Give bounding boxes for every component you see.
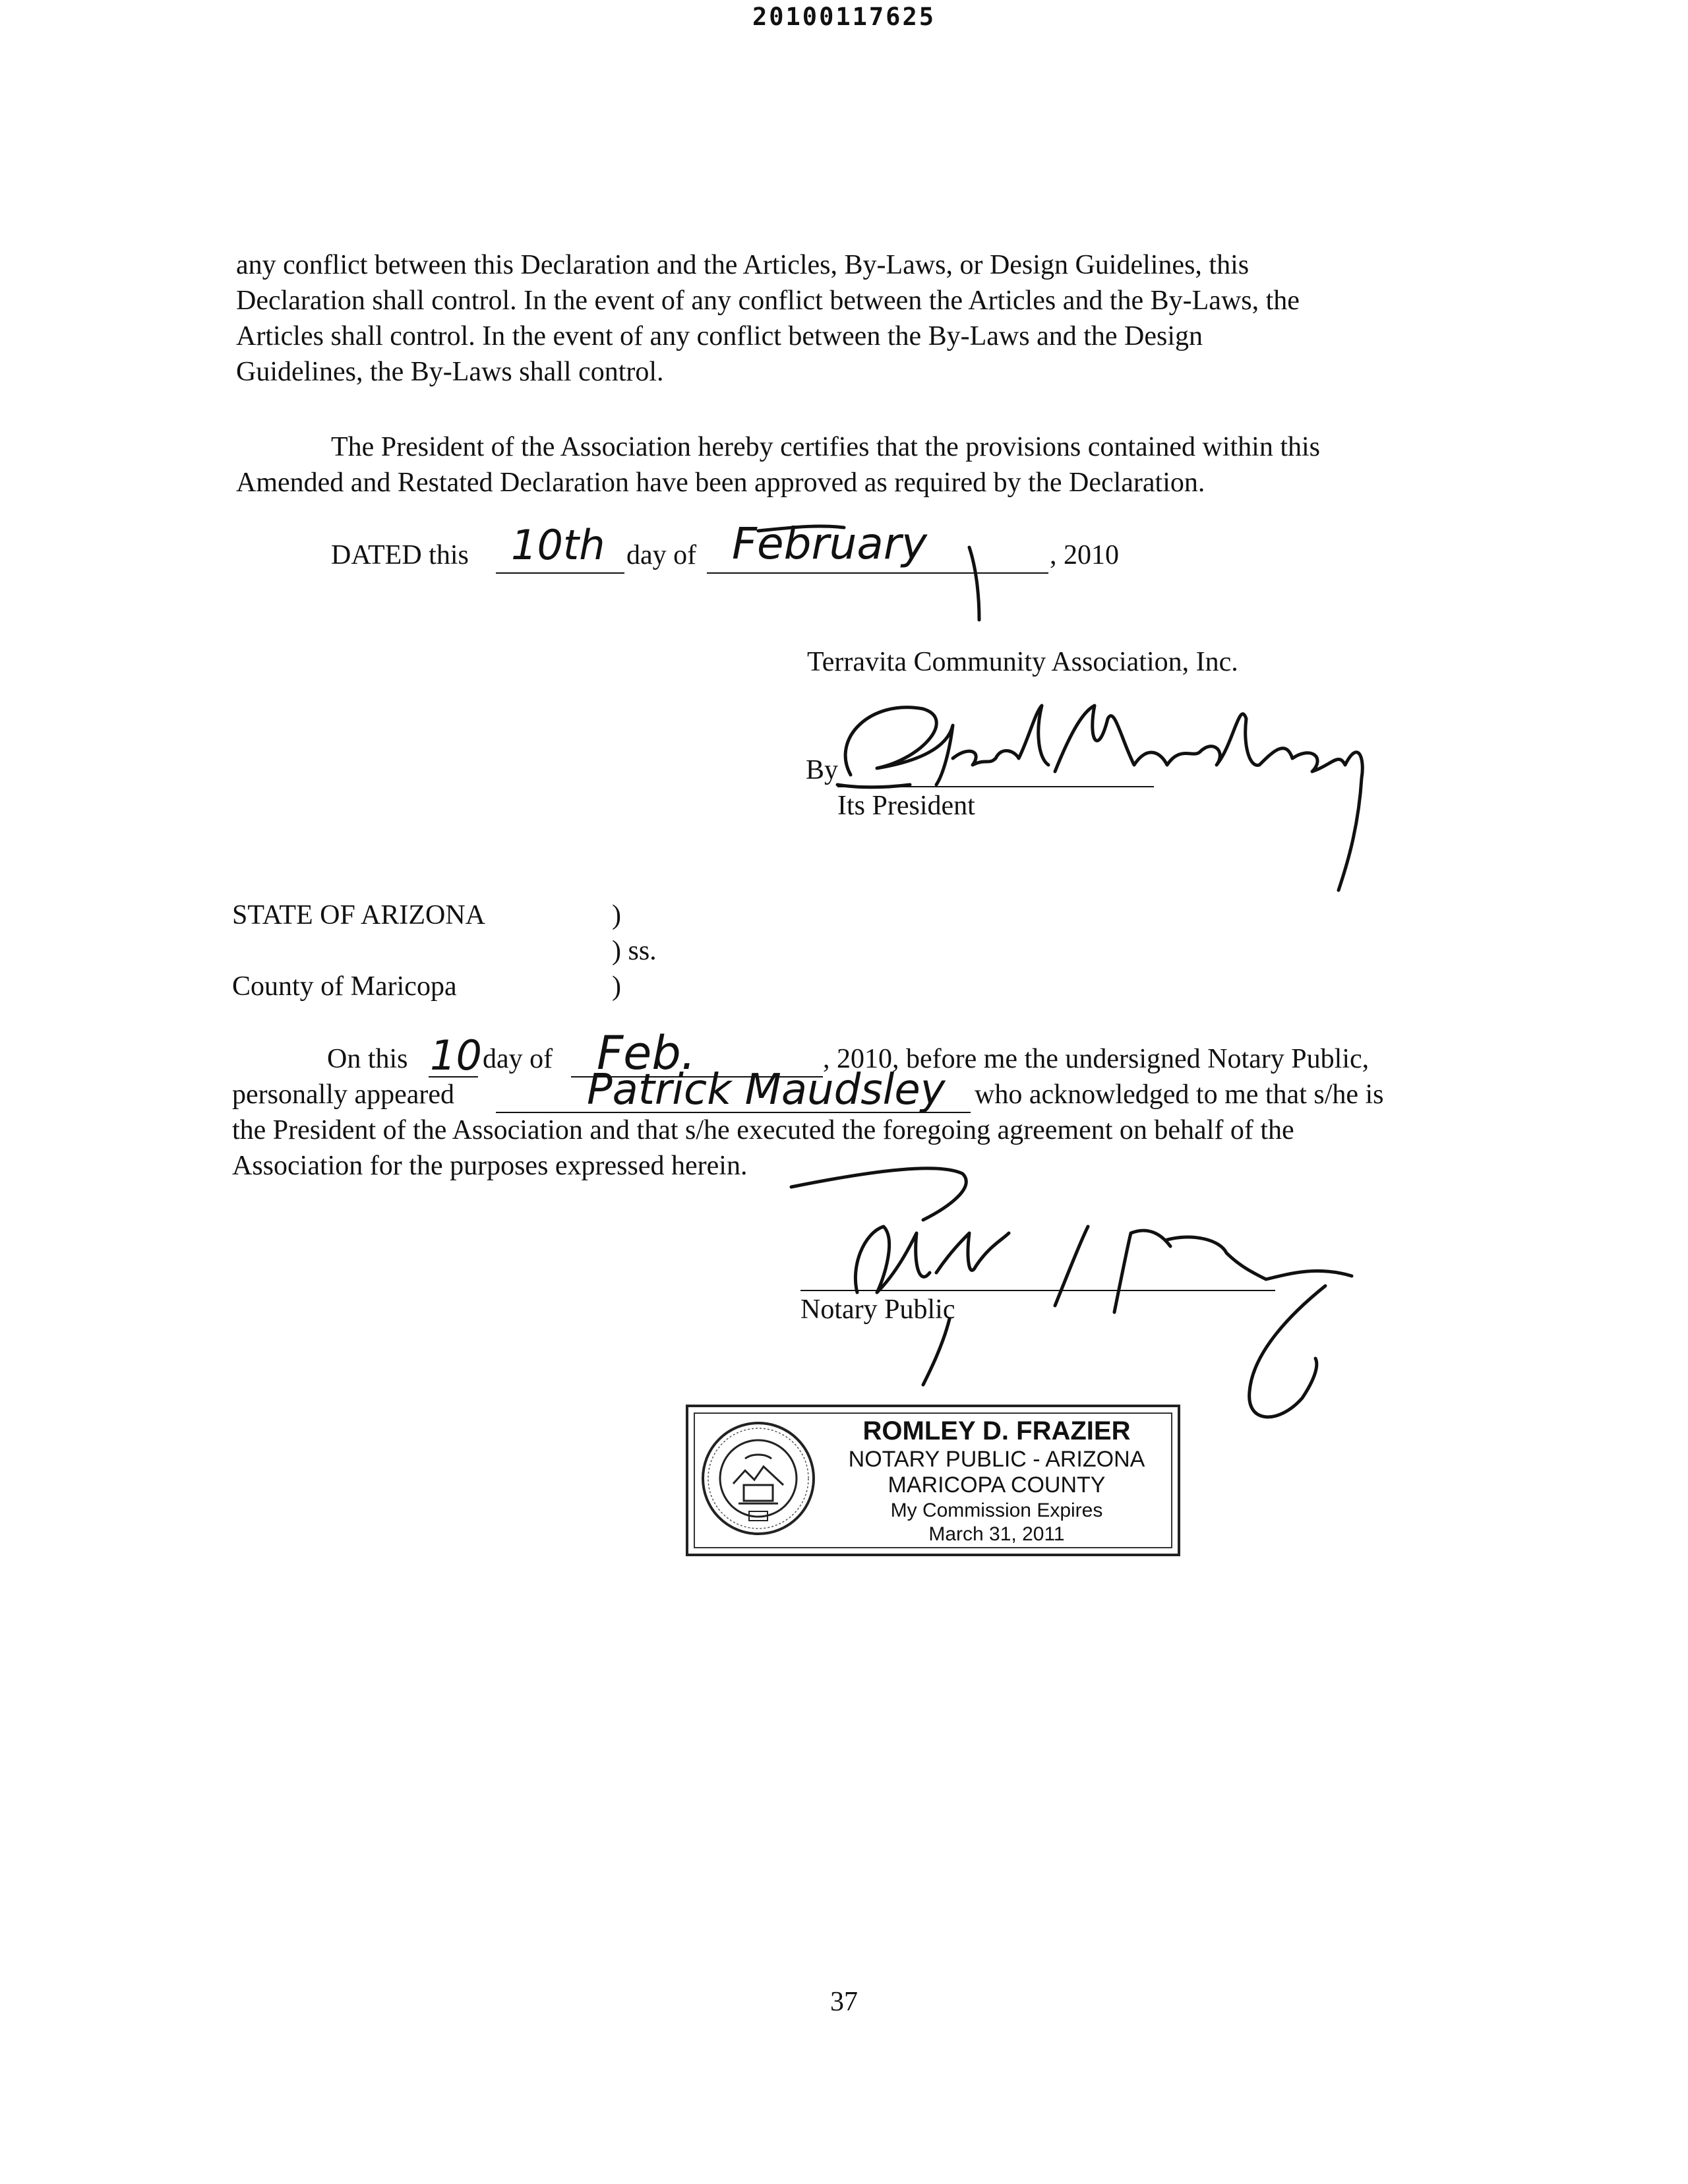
dated-month-handwritten: February bbox=[732, 518, 928, 569]
notary-stamp bbox=[686, 1405, 1180, 1556]
ack-day-handwritten: 10 bbox=[430, 1031, 482, 1079]
stamp-line2: NOTARY PUBLIC - ARIZONA bbox=[848, 1447, 1145, 1472]
paragraph1-line1: any conflict between this Declaration and the Articles, By-Laws, or Design Guidelines, this bbox=[236, 250, 1250, 280]
signature-line bbox=[837, 786, 1154, 787]
venue-paren-3: ) bbox=[612, 971, 621, 1002]
notary-label: Notary Public bbox=[800, 1294, 955, 1325]
ack-line1-mid: day of bbox=[483, 1044, 553, 1074]
dated-prefix: DATED this bbox=[331, 540, 469, 570]
signature-by-label: By bbox=[806, 755, 839, 785]
venue-county: County of Maricopa bbox=[232, 971, 457, 1002]
dated-day-handwritten: 10th bbox=[511, 521, 605, 569]
stamp-name: ROMLEY D. FRAZIER bbox=[862, 1416, 1131, 1445]
arizona-state-seal bbox=[699, 1419, 818, 1538]
paragraph1-line2: Declaration shall control. In the event of any conflict between the Articles and the By-Laws, the bbox=[236, 286, 1300, 316]
paragraph1-line3: Articles shall control. In the event of any conflict between the By-Laws and the Design bbox=[236, 321, 1203, 351]
paragraph2-line1: The President of the Association hereby certifies that the provisions contained within this bbox=[331, 432, 1321, 462]
venue-ss: ) ss. bbox=[612, 936, 657, 966]
association-name: Terravita Community Association, Inc. bbox=[807, 647, 1238, 677]
notary-signature-line bbox=[800, 1290, 1275, 1291]
ack-line4: Association for the purposes expressed herein. bbox=[232, 1151, 748, 1181]
dated-year: , 2010 bbox=[1050, 540, 1119, 570]
page-number: 37 bbox=[830, 1987, 858, 2017]
venue-paren-1: ) bbox=[612, 900, 621, 930]
ack-line1-suffix: , 2010, before me the undersigned Notary Public, bbox=[823, 1044, 1370, 1074]
ack-line3: the President of the Association and that s/he executed the foregoing agreement on behalf of the bbox=[232, 1115, 1294, 1145]
paragraph1-line4: Guidelines, the By-Laws shall control. bbox=[236, 357, 664, 387]
ack-line2-prefix: personally appeared bbox=[232, 1079, 455, 1110]
dated-day-blank bbox=[496, 572, 624, 574]
stamp-line3: MARICOPA COUNTY bbox=[888, 1472, 1106, 1498]
stamp-line4: My Commission Expires bbox=[890, 1500, 1103, 1521]
venue-state: STATE OF ARIZONA bbox=[232, 900, 485, 930]
document-number: 20100117625 bbox=[752, 3, 936, 31]
ack-month-handwritten: Feb. bbox=[597, 1026, 696, 1080]
ack-line2-suffix: who acknowledged to me that s/he is bbox=[975, 1079, 1384, 1110]
ack-line1-prefix: On this bbox=[327, 1044, 408, 1074]
stamp-line5: March 31, 2011 bbox=[928, 1523, 1065, 1545]
dated-middle: day of bbox=[626, 540, 697, 570]
paragraph2-line2: Amended and Restated Declaration have been approved as required by the Declaration. bbox=[236, 468, 1205, 498]
signature-title: Its President bbox=[837, 791, 975, 821]
ack-name-handwritten: Patrick Maudsley bbox=[587, 1066, 946, 1114]
dated-month-blank bbox=[707, 572, 1048, 574]
